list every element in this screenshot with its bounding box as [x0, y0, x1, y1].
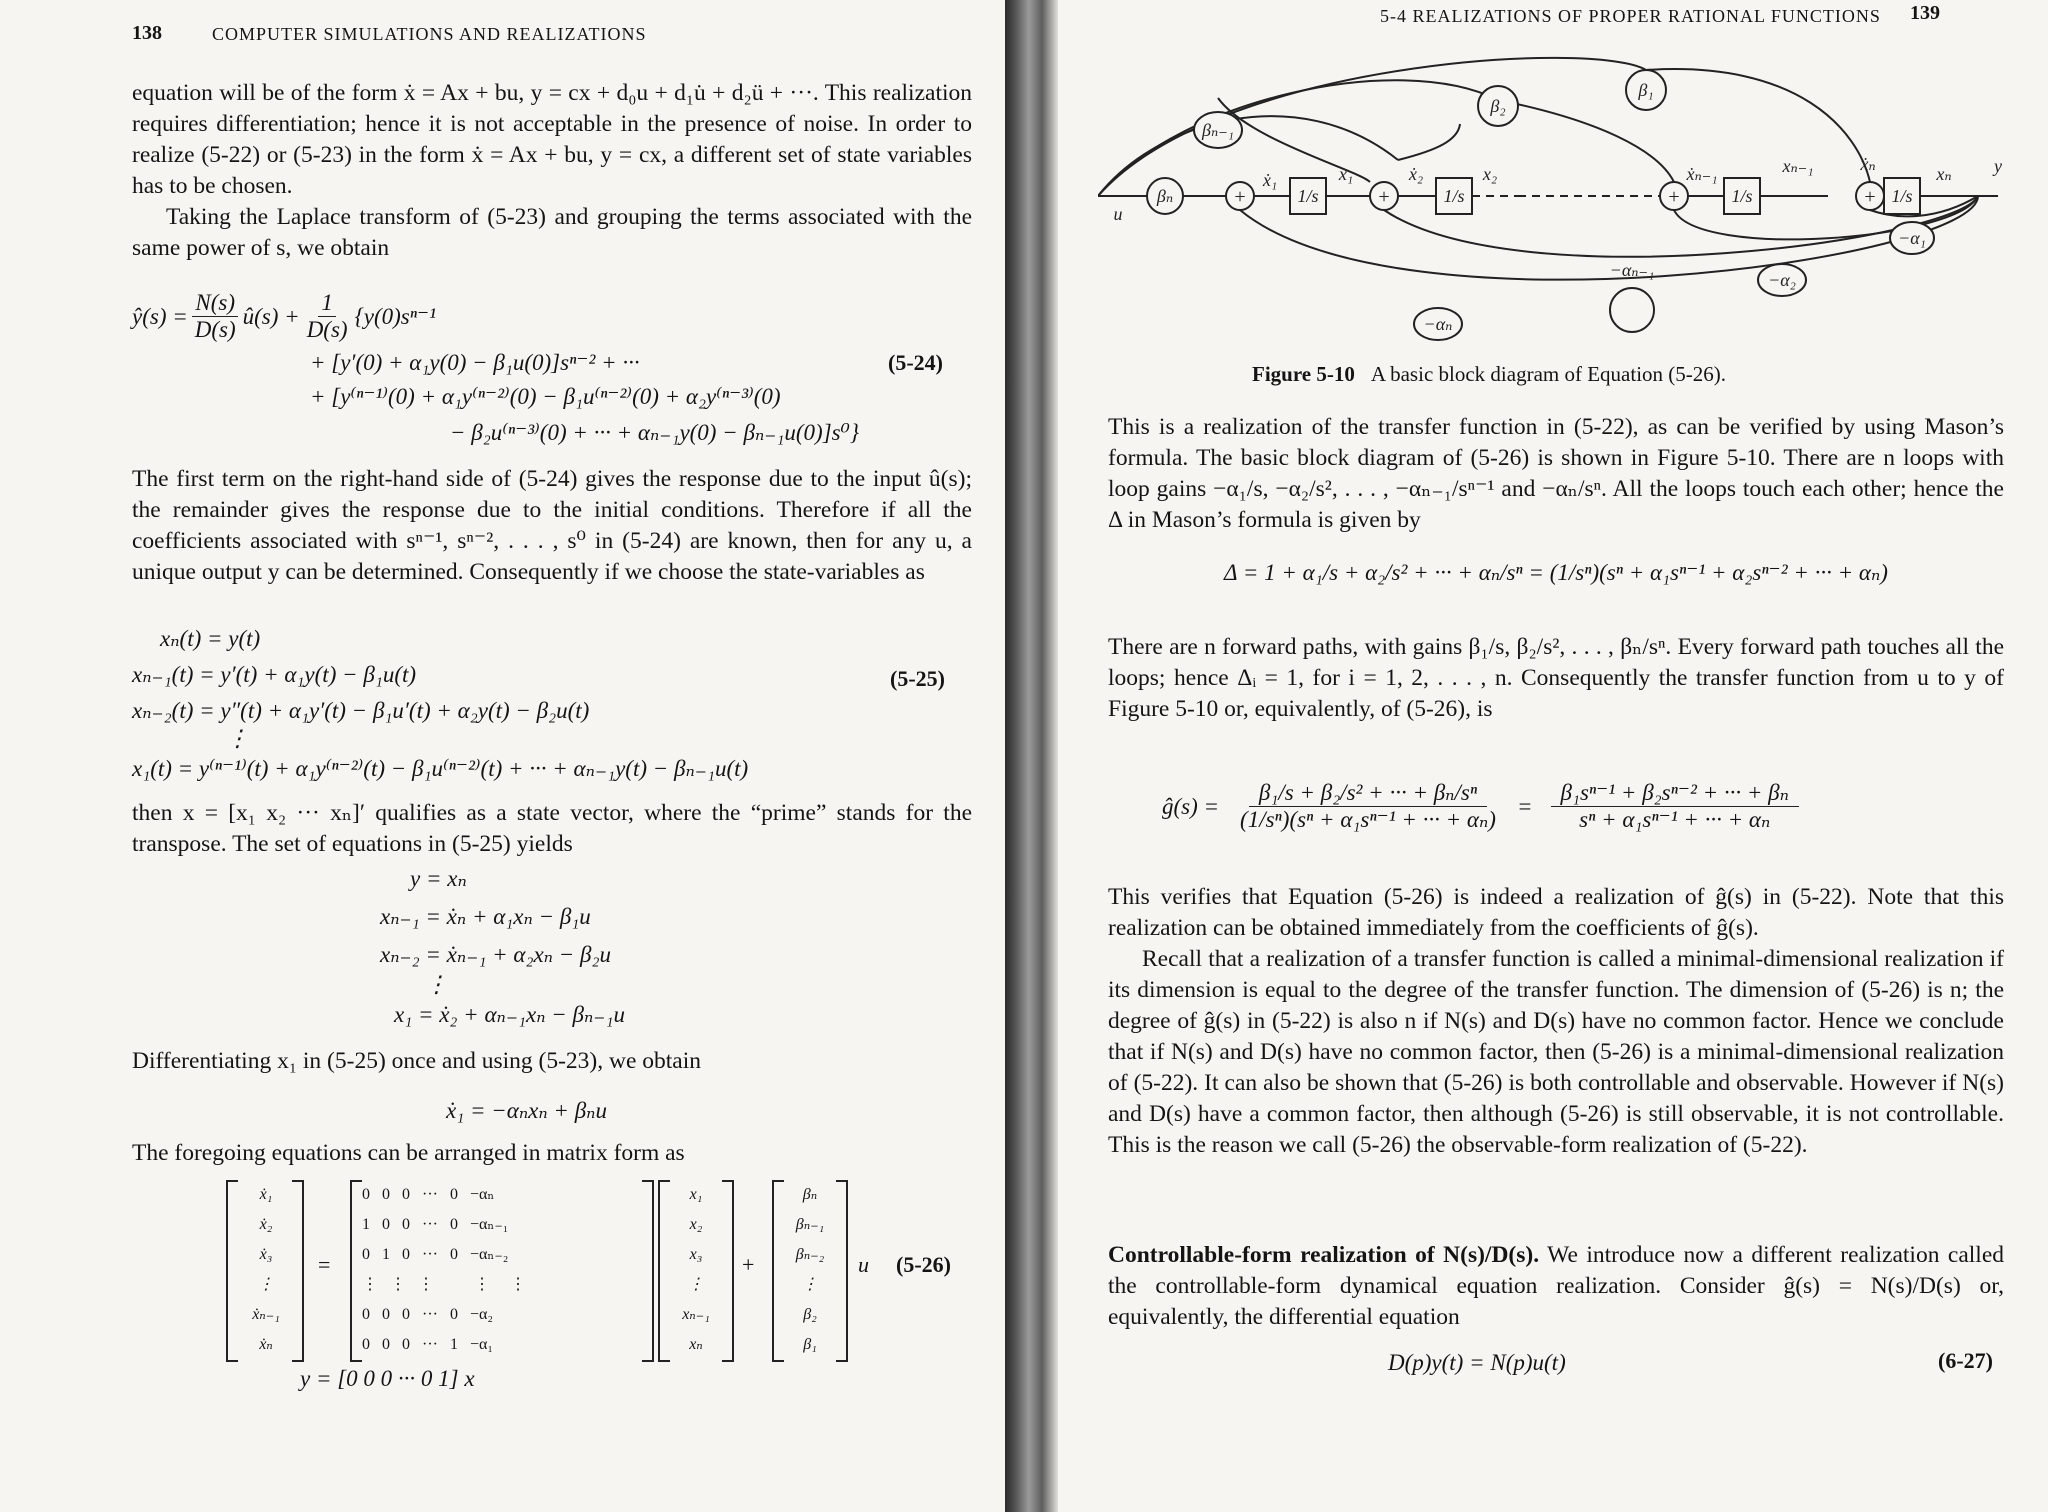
left-page: [0, 0, 1005, 1512]
b-entry: βₙ₋₂: [795, 1246, 825, 1263]
eq25-line-1: xₙ(t) = y(t): [160, 626, 261, 651]
paragraph-verifies: This verifies that Equation (5-26) is indeed a realization of ĝ(s) in (5-22). Note that this realization can be obtained immediately from the coefficients of ĝ(s).: [1108, 884, 2004, 941]
matrix-plus: +: [742, 1252, 755, 1277]
matrix-a-row: 0 1 0 ··· 0 −αₙ₋₂: [362, 1246, 509, 1263]
matrix-a-row: 0 0 0 ··· 0 −αₙ: [362, 1186, 495, 1203]
eq-x1-dot: ẋ₁ = −αₙxₙ + βₙu: [446, 1098, 607, 1123]
bracket-right: [722, 1180, 734, 1362]
lhs-entry: ẋ₃: [259, 1246, 273, 1263]
bracket-right: [642, 1180, 654, 1362]
matrix-u: u: [858, 1252, 869, 1277]
bracket-left: [350, 1180, 362, 1362]
eq24-tail: {y(0)sⁿ⁻¹: [354, 303, 437, 329]
sys-line-1: y = xₙ: [410, 866, 467, 891]
b-entry: βₙ: [802, 1186, 818, 1203]
svg-text:+: +: [1378, 186, 1390, 208]
figure-caption: [1252, 362, 1726, 387]
eq25-line-3: xₙ₋₂(t) = y″(t) + α₁y′(t) − β₁u′(t) + α₂y(t) − β₂u(t): [132, 698, 590, 723]
transfer-lhs: ĝ(s) =: [1162, 793, 1220, 819]
equation-delta: Δ = 1 + α₁/s + α₂/s² + ··· + αₙ/sⁿ = (1/sⁿ)(sⁿ + α₁sⁿ⁻¹ + α₂sⁿ⁻² + ··· + αₙ): [1224, 560, 1888, 585]
gain-beta-1-label: β₁: [1638, 80, 1654, 100]
b-entry: β₁: [803, 1336, 817, 1353]
diagram-input-label: u: [1113, 204, 1123, 224]
block-diagram: [1098, 40, 2018, 360]
sys-line-5: x₁ = ẋ₂ + αₙ₋₁xₙ − βₙ₋₁u: [394, 1002, 625, 1027]
matrix-a-row: ⋮ ⋮ ⋮ ⋮ ⋮: [362, 1276, 526, 1293]
svg-text:+: +: [1864, 186, 1876, 208]
gain-beta-n-label: βₙ: [1156, 186, 1174, 206]
right-page: [1058, 0, 2048, 1512]
state-label: xₙ₋₁: [1782, 156, 1814, 176]
paragraph-laplace: Taking the Laplace transform of (5-23) and grouping the terms associated with the same power of s, we obtain: [132, 204, 972, 261]
sys-line-3: xₙ₋₂ = ẋₙ₋₁ + α₂xₙ − β₂u: [380, 942, 611, 967]
state-label: x₂: [1482, 164, 1498, 184]
lhs-entry: ẋₙ₋₁: [252, 1306, 280, 1323]
fraction-one-over-d: [304, 290, 351, 343]
page-number-left: 138: [132, 22, 162, 44]
b-entry: ⋮: [802, 1276, 818, 1293]
matrix-x-vector: [666, 1180, 726, 1360]
matrix-equals: =: [318, 1252, 331, 1277]
fraction-denominator: D(s): [306, 317, 348, 342]
figure-label: Figure 5-10: [1252, 362, 1355, 386]
state-label: ẋ₂: [1408, 164, 1424, 184]
fraction-n-over-d: [192, 290, 239, 343]
matrix-lhs-vector: [236, 1180, 296, 1360]
matrix-a-row: 0 0 0 ··· 0 −α₂: [362, 1306, 493, 1323]
x-entry: ⋮: [688, 1276, 704, 1293]
state-label: xₙ: [1936, 164, 1952, 184]
state-label: x₁: [1338, 164, 1354, 184]
paragraph-differentiating: Differentiating x₁ in (5-25) once and using (5-23), we obtain: [132, 1048, 701, 1074]
diagram-output-label: y: [1994, 156, 2002, 176]
gain-alpha-n-1: [1610, 288, 1654, 332]
section-heading: Controllable-form realization of N(s)/D(s).: [1108, 1242, 1540, 1268]
integrator-label-2: 1/s: [1443, 186, 1465, 206]
equation-5-24-line-3: + [y⁽ⁿ⁻¹⁾(0) + α₁y⁽ⁿ⁻²⁾(0) − β₁u⁽ⁿ⁻²⁾(0) + α₂y⁽ⁿ⁻³⁾(0): [310, 384, 781, 409]
paragraph-matrix-form: The foregoing equations can be arranged in matrix form as: [132, 1140, 685, 1166]
gain-alpha-1-label: −α₁: [1898, 228, 1926, 248]
paragraph-controllable-form: [1108, 1240, 2004, 1333]
paragraph-minimal: Recall that a realization of a transfer function is called a minimal-dimensional realization if its dimension is equal to the degree of the transfer function. The dimension of (5-26) is n; the degree of ĝ(s) in (5-22) is also n if N(s) and D(s) have no common factor. Hence we conclude that if N(s) and D(s) have no common factor, then (5-26) is a minimal-dimensional realization of (5-22). It can also be shown that (5-26) is both controllable and observable. However if N(s) and D(s) have a common factor, then although (5-26) is still observable, it is not controllable. This is the reason we call (5-26) the observable-form realization of (5-22).: [1108, 946, 2004, 1158]
transfer-equals: =: [1516, 793, 1533, 819]
equation-number-5-24: (5-24): [888, 350, 943, 375]
gain-alpha-2-label: −α₂: [1768, 270, 1796, 290]
sys-line-4: ⋮: [425, 972, 448, 997]
lhs-entry: ⋮: [258, 1276, 274, 1293]
matrix-b-vector: [780, 1180, 840, 1360]
matrix-a: [362, 1180, 652, 1360]
gain-beta-2-label: β₂: [1490, 96, 1506, 116]
bracket-right: [292, 1180, 304, 1362]
eq24-lhs: ŷ(s) =: [132, 303, 188, 329]
equation-number-5-25: (5-25): [890, 666, 945, 691]
paragraph-forward-paths: There are n forward paths, with gains β₁/s, β₂/s², . . . , βₙ/sⁿ. Every forward path touches all the loops; hence Δᵢ = 1, for i = 1, 2, . . . , n. Consequently the transfer function from u to y of Figure 5-10 or, equivalently, of (5-26), is: [1108, 634, 2004, 722]
eq25-line-5: x₁(t) = y⁽ⁿ⁻¹⁾(t) + α₁y⁽ⁿ⁻²⁾(t) − β₁u⁽ⁿ⁻²⁾(t) + ··· + αₙ₋₁y(t) − βₙ₋₁u(t): [132, 756, 749, 781]
bracket-right: [836, 1180, 848, 1362]
state-label: ẋₙ₋₁: [1686, 164, 1718, 184]
eq24-mid: û(s) +: [242, 303, 300, 329]
gain-alpha-n-label: −αₙ: [1423, 314, 1453, 334]
equation-number-6-27: (6-27): [1938, 1348, 1993, 1373]
matrix-a-row: 1 0 0 ··· 0 −αₙ₋₁: [362, 1216, 509, 1233]
fraction-denominator: D(s): [194, 317, 236, 342]
paragraph-response: The first term on the right-hand side of (5-24) gives the response due to the input û(s); the remainder gives the response due to the initial conditions. Therefore if all the coefficients associated with sⁿ⁻¹, sⁿ⁻², . . . , s⁰ in (5-24) are known, then for any u, a unique output y can be determined. Consequently if we choose the state-variables as: [132, 466, 972, 585]
output-equation: y = [0 0 0 ··· 0 1] x: [300, 1366, 475, 1391]
gain-beta-n-1-label: βₙ₋₁: [1201, 120, 1235, 140]
fraction-numerator: N(s): [192, 290, 238, 317]
x-entry: x₂: [689, 1216, 703, 1233]
page-number-right: 139: [1910, 2, 1940, 24]
equation-5-24-line-4: − β₂u⁽ⁿ⁻³⁾(0) + ··· + αₙ₋₁y(0) − βₙ₋₁u(0)]s⁰}: [450, 420, 860, 445]
transfer-function-equation: [1162, 780, 1803, 833]
paragraph-mason: This is a realization of the transfer function in (5-22), as can be verified by using Mason’s formula. The basic block diagram of (5-26) is shown in Figure 5-10. There are n loops with loop gains −α₁/s, −α₂/s², . . . , −αₙ₋₁/sⁿ⁻¹ and −αₙ/sⁿ. All the loops touch each other; hence the Δ in Mason’s formula is given by: [1108, 414, 2004, 533]
x-entry: x₁: [689, 1186, 703, 1203]
integrator-label-3: 1/s: [1731, 186, 1753, 206]
equation-5-24-line-1: [132, 290, 436, 343]
lhs-entry: ẋ₁: [259, 1186, 273, 1203]
transfer-numerator-1: β₁/s + β₂/s² + ··· + βₙ/sⁿ: [1249, 780, 1487, 807]
transfer-fraction-2: [1551, 780, 1799, 833]
equation-6-27: D(p)y(t) = N(p)u(t): [1388, 1350, 1566, 1375]
paragraph-state-vector: then x = [x₁ x₂ ··· xₙ]′ qualifies as a state vector, where the “prime” stands for the transpose. The set of equations in (5-25) yields: [132, 800, 972, 857]
x-entry: xₙ₋₁: [682, 1306, 710, 1323]
x-entry: xₙ: [689, 1336, 703, 1353]
section-text: We introduce now a different realization called the controllable-form dynamical equation realization. Consider ĝ(s) = N(s)/D(s) or, equivalently, the differential equation: [1108, 1242, 2005, 1330]
svg-text:+: +: [1668, 186, 1680, 208]
paragraph-intro: equation will be of the form ẋ = Ax + bu, y = cx + d₀u + d₁u̇ + d₂ü + ···. This realization requires differentiation; hence it is not acceptable in the presence of noise. In order to realize (5-22) or (5-23) in the form ẋ = Ax + bu, y = cx, a different set of state variables has to be chosen.: [132, 80, 972, 199]
b-entry: βₙ₋₁: [795, 1216, 825, 1233]
sys-line-2: xₙ₋₁ = ẋₙ + α₁xₙ − β₁u: [380, 904, 591, 929]
state-label: ẋ₁: [1262, 170, 1278, 190]
fraction-numerator: 1: [318, 290, 336, 317]
book-gutter: [1005, 0, 1058, 1512]
figure-caption-text: A basic block diagram of Equation (5-26).: [1370, 362, 1727, 386]
integrator-label-1: 1/s: [1297, 186, 1319, 206]
running-head-left: COMPUTER SIMULATIONS AND REALIZATIONS: [212, 24, 647, 44]
b-entry: β₂: [803, 1306, 817, 1323]
eq25-line-2: xₙ₋₁(t) = y′(t) + α₁y(t) − β₁u(t): [132, 662, 417, 687]
integrator-label-4: 1/s: [1891, 186, 1913, 206]
transfer-denominator-2: sⁿ + α₁sⁿ⁻¹ + ··· + αₙ: [1579, 807, 1771, 832]
x-entry: x₃: [689, 1246, 703, 1263]
transfer-fraction-1: [1237, 780, 1499, 833]
transfer-denominator-1: (1/sⁿ)(sⁿ + α₁sⁿ⁻¹ + ··· + αₙ): [1240, 807, 1496, 832]
gain-alpha-n-1-label: −αₙ₋₁: [1609, 260, 1655, 280]
matrix-a-row: 0 0 0 ··· 1 −α₁: [362, 1336, 493, 1353]
lhs-entry: ẋₙ: [259, 1336, 273, 1353]
eq25-line-4: ⋮: [226, 726, 249, 751]
running-head-right: 5-4 REALIZATIONS OF PROPER RATIONAL FUNCTIONS: [1380, 6, 1881, 26]
equation-5-24-line-2: + [y′(0) + α₁y(0) − β₁u(0)]sⁿ⁻² + ···: [310, 350, 640, 375]
svg-text:+: +: [1234, 186, 1246, 208]
state-label: ẋₙ: [1860, 154, 1876, 174]
equation-number-5-26: (5-26): [896, 1252, 951, 1277]
lhs-entry: ẋ₂: [259, 1216, 273, 1233]
transfer-numerator-2: β₁sⁿ⁻¹ + β₂sⁿ⁻² + ··· + βₙ: [1551, 780, 1799, 807]
